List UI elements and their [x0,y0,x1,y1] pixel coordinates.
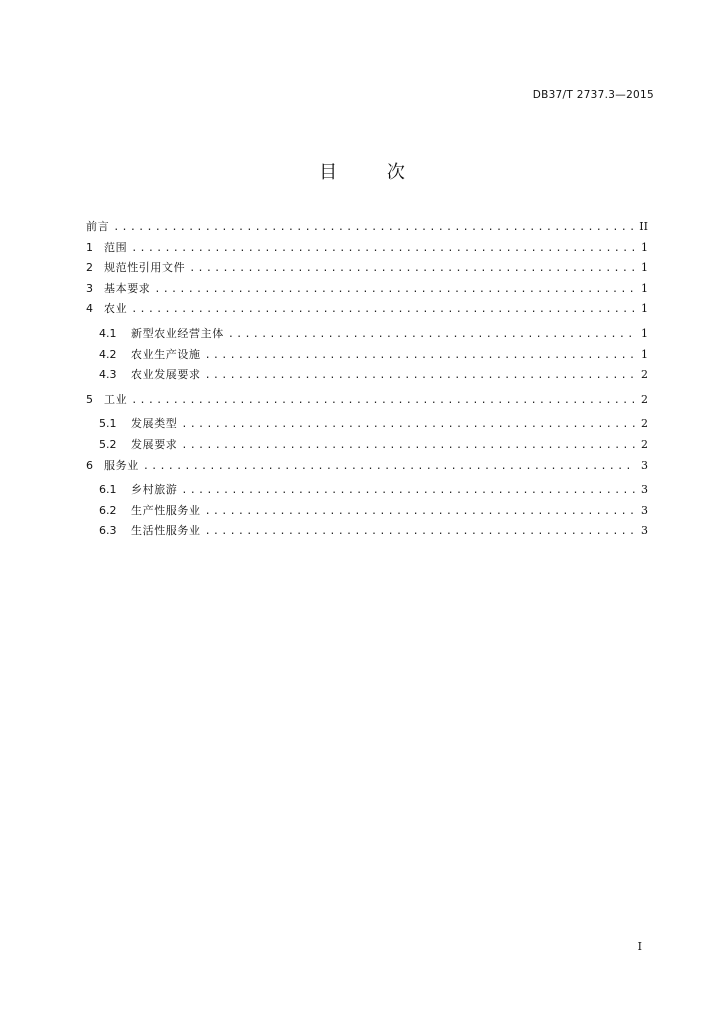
toc-entry-text: 乡村旅游 [131,483,178,497]
toc-entry-text: 农业生产设施 [131,347,201,361]
toc-page-number: 3 [641,458,648,472]
toc-entry-4-3[interactable] [86,366,648,387]
toc-entry-number: 4.1 [99,326,117,340]
toc-entry-text: 基本要求 [104,281,151,295]
toc-page-number: 2 [641,392,648,406]
toc-entry-6[interactable] [86,457,648,478]
toc-entry-4-1[interactable] [86,325,648,346]
toc-leader-dots [154,284,636,295]
toc-leader-dots [205,526,636,537]
toc-entry-6-1[interactable] [86,481,648,502]
toc-entry-6-2[interactable] [86,502,648,523]
toc-entry-text: 发展要求 [131,437,178,451]
toc-page-number: 1 [641,261,648,275]
toc-entry-text: 范围 [104,240,128,254]
toc-entry-text: 工业 [104,392,128,406]
toc-entry-1[interactable] [86,239,648,260]
toc-entry-number: 6.1 [99,483,117,497]
toc-page-number: 3 [641,483,648,497]
toc-page-number: 3 [641,524,648,538]
toc-entry-text: 农业发展要求 [131,368,201,382]
toc-entry-foreword[interactable] [86,218,648,239]
toc-leader-dots [131,243,636,254]
toc-page-number: 2 [641,417,648,431]
toc-leader-dots [181,419,636,430]
toc-entry-number: 3 [86,281,93,295]
toc-entry-text: 生活性服务业 [131,524,201,538]
toc-entry-text: 发展类型 [131,417,178,431]
page-title: 目 次 [319,162,427,183]
toc-entry-number: 2 [86,261,93,275]
toc-entry-number: 1 [86,240,93,254]
toc-leader-dots [181,440,636,451]
table-of-contents [86,218,648,543]
toc-entry-text: 前言 [86,220,110,233]
toc-entry-number: 6.2 [99,503,117,517]
page-number: I [637,940,642,953]
toc-leader-dots [228,329,636,340]
toc-entry-number: 4.3 [99,368,117,382]
toc-page-number: 1 [641,240,648,254]
toc-entry-5[interactable] [86,391,648,412]
toc-entry-4[interactable] [86,300,648,321]
toc-entry-text: 新型农业经营主体 [131,326,224,340]
toc-entry-2[interactable] [86,259,648,280]
toc-page-number: II [639,220,648,233]
toc-leader-dots [205,350,636,361]
toc-leader-dots [205,370,636,381]
toc-entry-5-1[interactable] [86,415,648,436]
toc-page-number: 1 [641,326,648,340]
toc-entry-4-2[interactable] [86,346,648,367]
toc-page-number: 3 [641,503,648,517]
toc-entry-number: 5.1 [99,417,117,431]
toc-entry-text: 服务业 [104,458,139,472]
standard-code: DB37/T 2737.3—2015 [532,89,654,101]
toc-entry-3[interactable] [86,280,648,301]
toc-page-number: 2 [641,437,648,451]
toc-entry-number: 5 [86,392,93,406]
toc-entry-6-3[interactable] [86,522,648,543]
toc-page-number: 1 [641,281,648,295]
toc-entry-number: 4.2 [99,347,117,361]
toc-entry-text: 生产性服务业 [131,503,201,517]
toc-entry-number: 6.3 [99,524,117,538]
toc-leader-dots [143,461,636,472]
toc-page-number: 1 [641,347,648,361]
toc-page-number: 2 [641,368,648,382]
toc-entry-number: 6 [86,458,93,472]
toc-leader-dots [131,395,636,406]
toc-page-number: 1 [641,302,648,316]
toc-leader-dots [189,263,636,274]
toc-leader-dots [205,506,636,517]
toc-leader-dots [131,304,636,315]
toc-leader-dots [181,485,636,496]
toc-entry-5-2[interactable] [86,436,648,457]
toc-leader-dots [113,222,635,233]
toc-entry-number: 4 [86,302,93,316]
toc-entry-text: 规范性引用文件 [104,261,186,275]
toc-entry-text: 农业 [104,302,128,316]
toc-entry-number: 5.2 [99,437,117,451]
